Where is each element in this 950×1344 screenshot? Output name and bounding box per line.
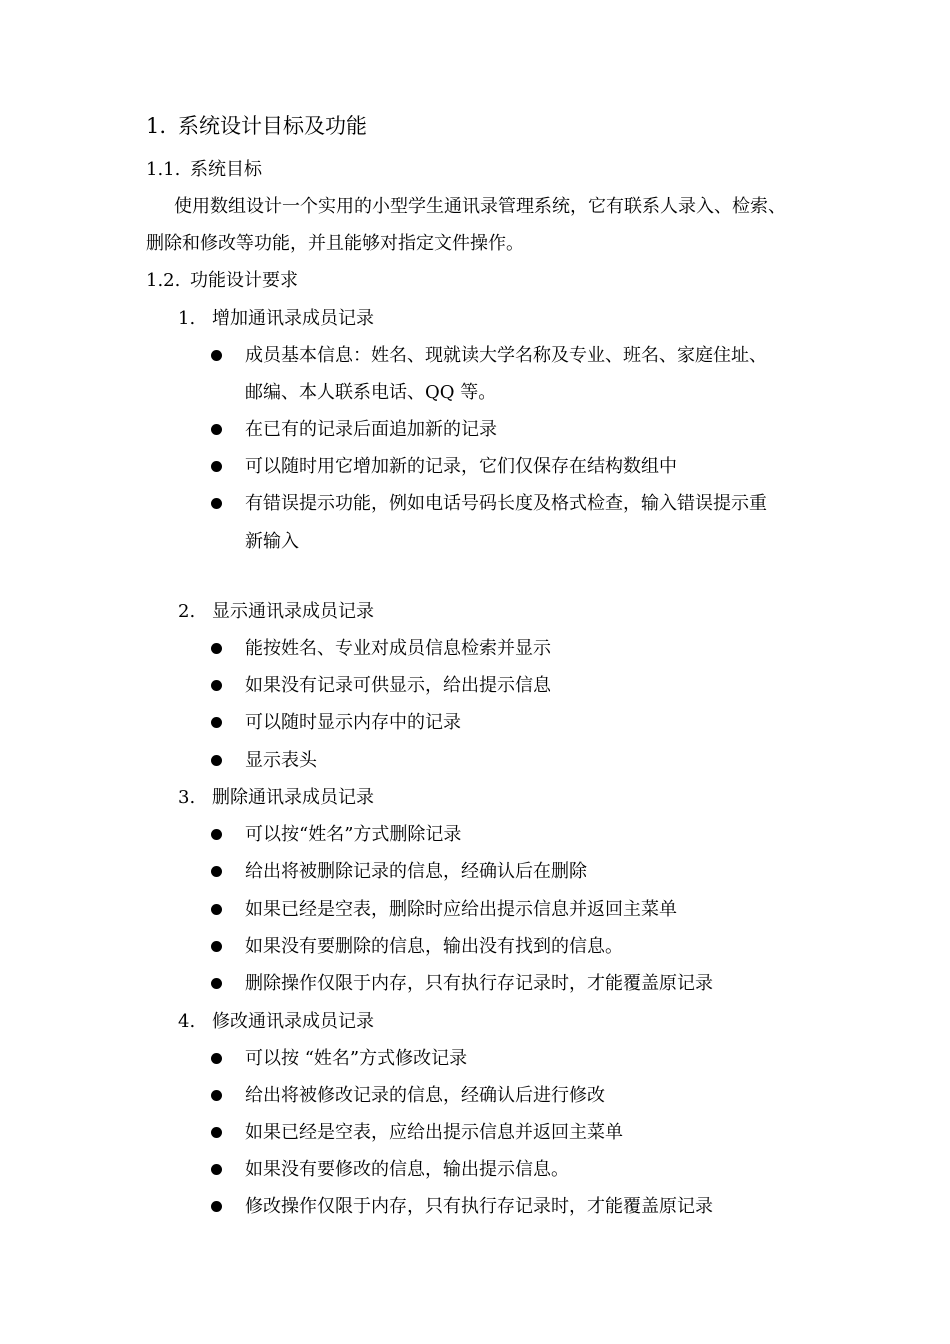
requirement-2-title: 显示通讯录成员记录 — [212, 601, 374, 622]
requirement-4-heading — [178, 1010, 374, 1034]
list-item: 给出将被删除记录的信息，经确认后在删除 — [245, 861, 587, 882]
bullet-icon — [211, 461, 222, 472]
requirement-4-title: 修改通讯录成员记录 — [212, 1011, 374, 1032]
requirement-4-number: 4. — [178, 1011, 196, 1032]
section-1-1-heading — [146, 158, 262, 182]
list-item: 修改操作仅限于内存，只有执行存记录时，才能覆盖原记录 — [245, 1196, 713, 1217]
list-item-continuation: 邮编、本人联系电话、QQ 等。 — [245, 382, 497, 403]
list-item: 有错误提示功能，例如电话号码长度及格式检查，输入错误提示重 — [245, 493, 767, 514]
list-item: 给出将被修改记录的信息，经确认后进行修改 — [245, 1085, 605, 1106]
bullet-icon — [211, 941, 222, 952]
requirement-3-number: 3. — [178, 787, 196, 808]
bullet-icon — [211, 755, 222, 766]
bullet-icon — [211, 1201, 222, 1212]
bullet-icon — [211, 680, 222, 691]
bullet-icon — [211, 717, 222, 728]
list-item: 如果没有要修改的信息，输出提示信息。 — [245, 1159, 569, 1180]
bullet-icon — [211, 904, 222, 915]
section-1-number: 1. — [146, 114, 167, 138]
requirement-2-number: 2. — [178, 601, 196, 622]
list-item: 显示表头 — [245, 750, 317, 771]
section-1-heading — [146, 112, 367, 140]
bullet-icon — [211, 1053, 222, 1064]
bullet-icon — [211, 424, 222, 435]
list-item: 如果没有要删除的信息，输出没有找到的信息。 — [245, 936, 623, 957]
bullet-icon — [211, 1127, 222, 1138]
requirement-3-heading — [178, 786, 374, 810]
requirement-1-title: 增加通讯录成员记录 — [212, 308, 374, 329]
requirement-3-title: 删除通讯录成员记录 — [212, 787, 374, 808]
requirement-1-heading — [178, 307, 374, 331]
section-1-1-paragraph-line-1: 使用数组设计一个实用的小型学生通讯录管理系统，它有联系人录入、检索、 — [174, 196, 786, 217]
list-item: 如果已经是空表，应给出提示信息并返回主菜单 — [245, 1122, 623, 1143]
list-item: 可以随时显示内存中的记录 — [245, 712, 461, 733]
section-1-1-title: 系统目标 — [190, 159, 262, 180]
bullet-icon — [211, 829, 222, 840]
bullet-icon — [211, 643, 222, 654]
list-item: 如果没有记录可供显示，给出提示信息 — [245, 675, 551, 696]
bullet-icon — [211, 866, 222, 877]
section-1-2-heading — [146, 269, 298, 293]
section-1-2-number: 1.2. — [146, 270, 181, 291]
list-item-continuation: 新输入 — [245, 531, 299, 552]
bullet-icon — [211, 978, 222, 989]
bullet-icon — [211, 1164, 222, 1175]
list-item: 可以随时用它增加新的记录，它们仅保存在结构数组中 — [245, 456, 677, 477]
section-1-1-number: 1.1. — [146, 159, 181, 180]
section-1-1-paragraph-line-2: 删除和修改等功能，并且能够对指定文件操作。 — [146, 233, 524, 254]
list-item: 可以按 “姓名”方式修改记录 — [245, 1048, 468, 1069]
list-item: 如果已经是空表，删除时应给出提示信息并返回主菜单 — [245, 899, 677, 920]
requirement-2-heading — [178, 600, 374, 624]
bullet-icon — [211, 498, 222, 509]
list-item: 删除操作仅限于内存，只有执行存记录时，才能覆盖原记录 — [245, 973, 713, 994]
list-item: 能按姓名、专业对成员信息检索并显示 — [245, 638, 551, 659]
list-item: 成员基本信息：姓名、现就读大学名称及专业、班名、家庭住址、 — [245, 345, 767, 366]
requirement-1-number: 1. — [178, 308, 196, 329]
list-item: 在已有的记录后面追加新的记录 — [245, 419, 497, 440]
bullet-icon — [211, 350, 222, 361]
section-1-title: 系统设计目标及功能 — [178, 114, 367, 138]
section-1-2-title: 功能设计要求 — [190, 270, 298, 291]
bullet-icon — [211, 1090, 222, 1101]
list-item: 可以按“姓名”方式删除记录 — [245, 824, 462, 845]
